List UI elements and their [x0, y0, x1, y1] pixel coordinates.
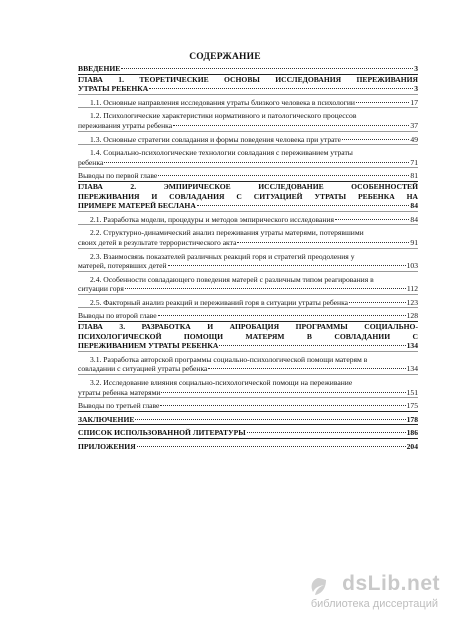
toc-entry-3-2-line1[interactable]: 3.2. Исследование влияния социально-психологической помощи на переживание: [90, 378, 353, 388]
toc-entry-chapter-1-conclusions[interactable]: [78, 171, 418, 181]
dot-leader: [168, 265, 406, 266]
toc-entry-references[interactable]: [78, 428, 418, 438]
page-title: СОДЕРЖАНИЕ: [189, 52, 261, 62]
watermark-subtitle: библиотека диссертаций: [310, 598, 438, 610]
dot-leader: [137, 446, 406, 447]
toc-page: 134: [406, 341, 418, 351]
toc-label: Выводы по третьей главе: [78, 401, 160, 411]
toc-chapter-2-line2[interactable]: ПЕРЕЖИВАНИЯ И СОВЛАДАНИЯ С СИТУАЦИЕЙ УТРАТЫ РЕБЕНКА НА: [78, 191, 418, 201]
toc-label: переживания утраты ребенка: [78, 120, 173, 130]
toc-entry-appendices[interactable]: [78, 442, 418, 452]
toc-label: ребенка: [78, 157, 104, 167]
toc-page: 186: [406, 428, 418, 438]
toc-page: 204: [406, 442, 418, 451]
dot-leader: [237, 242, 409, 243]
dot-leader: [247, 432, 406, 433]
toc-entry-1-2[interactable]: [78, 121, 418, 131]
dot-leader: [121, 68, 413, 69]
dot-leader: [356, 102, 409, 103]
toc-entry-chapter-1[interactable]: [78, 84, 418, 94]
dot-leader: [219, 345, 405, 346]
toc-entry-1-4-line1[interactable]: 1.4. Социально-психологические технологии совладания с переживанием утраты: [90, 148, 353, 158]
toc-page: 123: [406, 297, 418, 307]
toc-entry-3-1-line1[interactable]: 3.1. Разработка авторской программы социально-психологической помощи матерям в: [90, 354, 368, 364]
toc-entry-chapter-3-conclusions[interactable]: [78, 401, 418, 411]
toc-label: Выводы по первой главе: [78, 171, 158, 181]
toc-page: 134: [406, 364, 418, 374]
toc-page: 175: [406, 401, 418, 411]
watermark-logo: dsLib.net: [342, 572, 440, 595]
toc-page: 103: [406, 261, 418, 271]
toc-entry-2-1[interactable]: [78, 215, 418, 225]
toc-entry-2-2-line1[interactable]: 2.2. Структурно-динамический анализ переживания утраты матерями, потерявшими: [90, 228, 364, 238]
toc-entry-2-4-line1[interactable]: 2.4. Особенности совладающего поведения матерей с различным типом реагирования в: [90, 274, 374, 284]
toc-label: ВВЕДЕНИЕ: [78, 64, 121, 73]
toc-label: ПРИМЕРЕ МАТЕРЕЙ БЕСЛАНА: [78, 201, 196, 211]
toc-page: 84: [410, 201, 418, 211]
dot-leader: [349, 302, 406, 303]
toc-entry-2-2[interactable]: [78, 238, 418, 248]
toc-page: 71: [410, 157, 418, 167]
toc-page: 17: [410, 97, 418, 107]
toc-label: ПЕРЕЖИВАНИЕМ УТРАТЫ РЕБЕНКА: [78, 341, 219, 351]
toc-chapter-3-line2[interactable]: ПСИХОЛОГИЧЕСКОЙ ПОМОЩИ МАТЕРЯМ В СОВЛАДАНИИ С: [78, 331, 418, 341]
toc-entry-3-2[interactable]: [78, 388, 418, 398]
toc-label: ЗАКЛЮЧЕНИЕ: [78, 414, 135, 424]
dot-leader: [173, 125, 409, 126]
toc-entry-intro[interactable]: [78, 64, 418, 74]
toc-label: 2.5. Факторный анализ реакций и переживаний горя в ситуации утраты ребенка: [90, 297, 349, 307]
dot-leader: [149, 88, 413, 89]
toc-entry-1-3[interactable]: [78, 135, 418, 145]
dot-leader: [342, 139, 409, 140]
toc-entry-conclusion[interactable]: [78, 415, 418, 425]
toc-entry-2-3[interactable]: [78, 261, 418, 271]
toc-page: 37: [410, 120, 418, 130]
dot-leader: [335, 219, 409, 220]
watermark: [250, 572, 440, 612]
toc-label: своих детей в результате террористического акта: [78, 237, 237, 247]
toc-entry-chapter-2[interactable]: [78, 201, 418, 211]
toc-label: утраты ребенка матерями: [78, 387, 161, 397]
toc-label: 2.1. Разработка модели, процедуры и методов эмпирического исследования: [90, 214, 335, 224]
toc-page: 128: [406, 311, 418, 321]
toc-page: 84: [410, 214, 418, 224]
dot-leader: [197, 205, 410, 206]
toc-entry-1-1[interactable]: [78, 98, 418, 108]
toc-entry-3-1[interactable]: [78, 364, 418, 374]
toc-label: Выводы по второй главе: [78, 311, 157, 321]
toc-chapter-3-line1[interactable]: ГЛАВА 3. РАЗРАБОТКА И АПРОБАЦИЯ ПРОГРАММЫ СОЦИАЛЬНО-: [78, 322, 418, 332]
toc-page: 112: [406, 284, 418, 294]
toc-label: СПИСОК ИСПОЛЬЗОВАННОЙ ЛИТЕРАТУРЫ: [78, 428, 246, 438]
toc-entry-2-4[interactable]: [78, 284, 418, 294]
toc-label: ПРИЛОЖЕНИЯ: [78, 442, 136, 451]
dot-leader: [208, 368, 405, 369]
toc-entry-chapter-3[interactable]: [78, 341, 418, 351]
toc-label: совладании с ситуацией утраты ребенка: [78, 364, 208, 374]
toc-entry-2-3-line1[interactable]: 2.3. Взаимосвязь показателей различных реакций горя и стратегий преодоления у: [90, 251, 355, 261]
table-of-contents: [78, 64, 418, 452]
toc-page: 3: [414, 64, 418, 73]
toc-page: 151: [406, 387, 418, 397]
toc-entry-1-4[interactable]: [78, 158, 418, 168]
toc-page: 3: [414, 84, 418, 94]
dot-leader: [161, 392, 405, 393]
dot-leader: [135, 419, 405, 420]
toc-entry-2-5[interactable]: [78, 298, 418, 308]
toc-page: 91: [410, 237, 418, 247]
toc-label: УТРАТЫ РЕБЕНКА: [78, 84, 149, 94]
dot-leader: [158, 175, 409, 176]
logo-mark-icon: [308, 577, 328, 597]
toc-label: 1.3. Основные стратегии совладания и формы поведения человека при утрате: [90, 134, 341, 144]
toc-label: 1.1. Основные направления исследования утраты близкого человека в психологии: [90, 97, 355, 107]
toc-chapter-1-title[interactable]: ГЛАВА 1. ТЕОРЕТИЧЕСКИЕ ОСНОВЫ ИССЛЕДОВАНИЯ ПЕРЕЖИВАНИЯ: [78, 74, 418, 84]
toc-label: матерей, потерявших детей: [78, 261, 167, 271]
toc-page: 81: [410, 171, 418, 181]
toc-page: 178: [406, 414, 418, 424]
dot-leader: [104, 162, 409, 163]
toc-chapter-2-line1[interactable]: ГЛАВА 2. ЭМПИРИЧЕСКОЕ ИССЛЕДОВАНИЕ ОСОБЕННОСТЕЙ: [78, 181, 418, 191]
toc-entry-chapter-2-conclusions[interactable]: [78, 311, 418, 321]
toc-page: 49: [410, 134, 418, 144]
toc-label: ситуации горя: [78, 284, 124, 294]
dot-leader: [158, 315, 406, 316]
dot-leader: [125, 288, 406, 289]
dot-leader: [160, 405, 405, 406]
toc-entry-1-2-line1[interactable]: 1.2. Психологические характеристики нормативного и патологического процессов: [90, 111, 357, 121]
